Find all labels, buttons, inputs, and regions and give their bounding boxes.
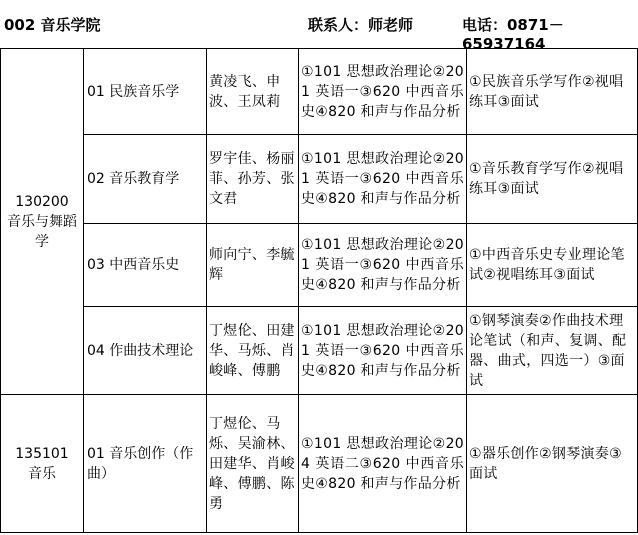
- table-row: [1, 224, 638, 307]
- retest-subjects-cell: ①民族音乐学写作②视唱练耳③面试: [467, 49, 638, 135]
- retest-subjects-cell: ①音乐教育学写作②视唱练耳③面试: [467, 135, 638, 224]
- direction-name: 01 民族音乐学: [84, 49, 207, 135]
- subject-code: 130200: [15, 193, 69, 210]
- page-header: [0, 0, 638, 53]
- teachers-cell: 罗宇佳、杨丽菲、孙芳、张文君: [207, 135, 299, 224]
- subject-cell: [1, 395, 84, 533]
- direction-name: 03 中西音乐史: [84, 224, 207, 307]
- phone-number: 电话：0871－65937164: [462, 16, 564, 53]
- exam-subjects-cell: ①101 思想政治理论②201 英语一③620 中西音乐史④820 和声与作品分析: [299, 135, 467, 224]
- direction-name: 01 音乐创作（作曲）: [84, 395, 207, 533]
- table-row: [1, 307, 638, 395]
- retest-subjects-cell: ①器乐创作②钢琴演奏③面试: [467, 395, 638, 533]
- teachers-cell: 师向宁、李毓辉: [207, 224, 299, 307]
- subject-code: 135101: [15, 445, 69, 462]
- direction-name: 02 音乐教育学: [84, 135, 207, 224]
- exam-subjects-cell: ①101 思想政治理论②201 英语一③620 中西音乐史④820 和声与作品分析: [299, 307, 467, 395]
- teachers-cell: 丁煜伦、马烁、吴渝林、田建华、肖峻峰、傅鹏、陈勇: [207, 395, 299, 533]
- table-row: [1, 135, 638, 224]
- table-row: [1, 49, 638, 135]
- direction-name: 04 作曲技术理论: [84, 307, 207, 395]
- teachers-cell: 黄凌飞、申波、王凤莉: [207, 49, 299, 135]
- program-table: [0, 48, 638, 533]
- table-row: [1, 395, 638, 533]
- exam-subjects-cell: ①101 思想政治理论②201 英语一③620 中西音乐史④820 和声与作品分析: [299, 49, 467, 135]
- subject-cell: [1, 49, 84, 395]
- exam-subjects-cell: ①101 思想政治理论②204 英语二③620 中西音乐史④820 和声与作品分析: [299, 395, 467, 533]
- contact-person: 联系人：师老师: [308, 16, 414, 34]
- retest-subjects-cell: ①中西音乐史专业理论笔试②视唱练耳③面试: [467, 224, 638, 307]
- teachers-cell: 丁煜伦、田建华、马烁、肖峻峰、傅鹏: [207, 307, 299, 395]
- subject-name: 音乐与舞蹈学: [7, 213, 77, 250]
- exam-subjects-cell: ①101 思想政治理论②201 英语一③620 中西音乐史④820 和声与作品分析: [299, 224, 467, 307]
- department-title: 002 音乐学院: [4, 16, 101, 34]
- retest-subjects-cell: ①钢琴演奏②作曲技术理论笔试（和声、复调、配器、曲式，四选一）③面试: [467, 307, 638, 395]
- subject-name: 音乐: [28, 465, 56, 482]
